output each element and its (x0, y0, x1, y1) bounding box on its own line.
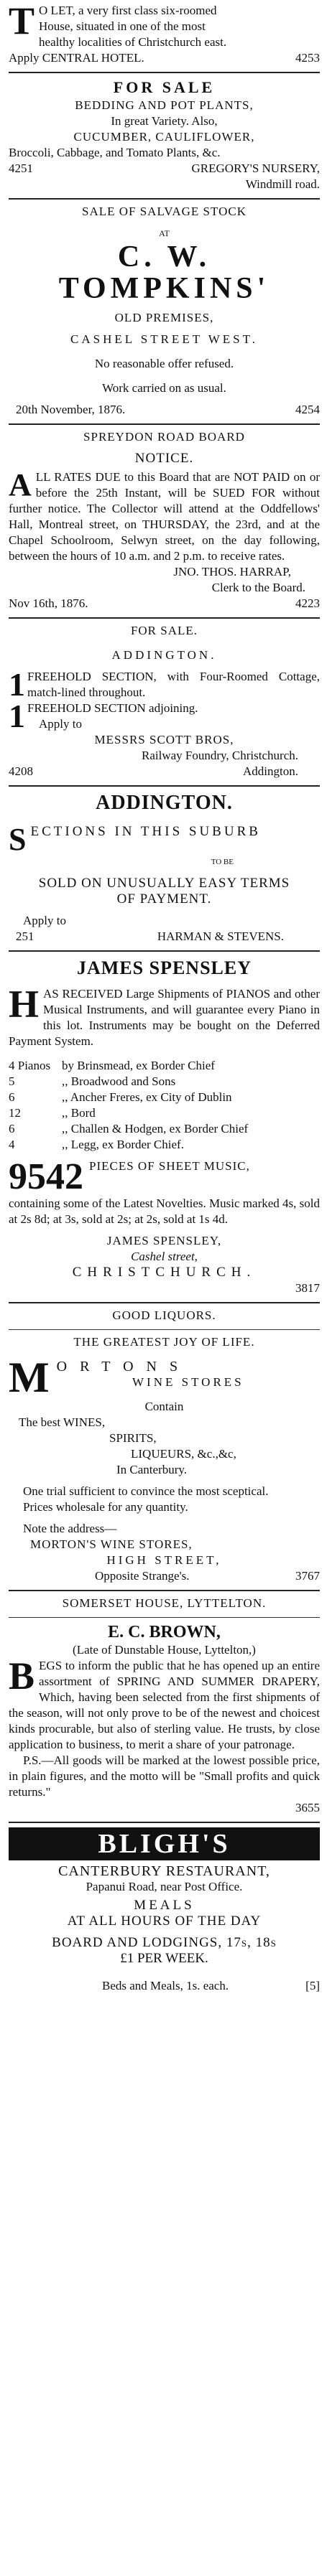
ad-to-let (9, 0, 320, 66)
drop-cap: S (9, 822, 27, 857)
ad-text: AT ALL HOURS OF THE DAY (67, 1914, 262, 1929)
item-text: FREEHOLD SECTION, with Four-Roomed Cottage, match-lined throughout. (27, 670, 320, 699)
ad-text: Note the address— (23, 1522, 117, 1535)
ad-title: GOOD LIQUORS. (112, 1308, 216, 1322)
firm-name: HARMAN & STEVENS. (157, 929, 284, 943)
ad-title: FOR SALE (113, 78, 216, 96)
divider (9, 1822, 320, 1823)
ad-title: FOR SALE. (130, 624, 198, 637)
ad-text: SOLD ON UNUSUALLY EASY TERMS (38, 876, 290, 891)
divider (9, 950, 320, 952)
ad-name: E. C. BROWN, (108, 1623, 221, 1641)
ad-text: Beds and Meals, 1s. each. (102, 1979, 229, 1992)
place: Addington. (243, 764, 298, 778)
item-text: FREEHOLD SECTION adjoining. (27, 701, 198, 715)
ad-number: 4223 (295, 596, 320, 610)
ad-for-sale-addington (9, 623, 320, 779)
ad-text: No reasonable offer refused. (94, 357, 234, 370)
firm-name: MESSRS SCOTT BROS, (94, 733, 234, 746)
apply-text: Apply to (23, 914, 66, 927)
list-item: 12 ,, Bord (9, 1106, 96, 1120)
ad-text: One trial sufficient to convince the most sceptical. (23, 1484, 269, 1498)
ad-plants (9, 78, 320, 192)
list-item: 6 ,, Ancher Freres, ex City of Dublin (9, 1090, 232, 1104)
ad-number: 4251 (9, 161, 33, 175)
clerk: Clerk to the Board. (211, 581, 305, 594)
ad-text: In Canterbury. (116, 1463, 188, 1476)
list-item: 6 ,, Challen & Hodgen, ex Border Chief (9, 1122, 249, 1135)
ad-text: In great Variety. Also, (111, 114, 218, 128)
ad-body: AS RECEIVED Large Shipments of PIANOS and other Musical Instruments, and will guarantee every Piano in this lot. Instruments may be bought on the Deferred Payment System. (9, 987, 320, 1048)
ad-blighs (9, 1827, 320, 1994)
ad-number: 4208 (9, 764, 33, 778)
ad-subtitle: CUCUMBER, CAULIFLOWER, (73, 130, 255, 144)
ad-title: SOMERSET HOUSE, LYTTELTON. (62, 1596, 267, 1610)
ad-mortons (9, 1308, 320, 1584)
ad-subtitle: THE GREATEST JOY OF LIFE. (73, 1335, 255, 1349)
ad-notice: NOTICE. (134, 451, 194, 466)
city: CHRISTCHURCH. (72, 1265, 257, 1280)
ad-number: 251 (16, 929, 34, 943)
ad-text: Opposite Strange's. (95, 1569, 190, 1583)
ad-number: 4254 (295, 403, 320, 416)
ad-salvage (9, 204, 320, 418)
ad-text: SPIRITS, (109, 1431, 157, 1445)
ad-number: 4253 (295, 51, 320, 65)
nursery-name: GREGORY'S NURSERY, (191, 161, 320, 175)
ad-line: House, situated in one of the most (39, 19, 206, 33)
ad-ps: P.S.—All goods will be marked at the lowest possible price, in plain figures, and the motto will be "Small profits and quick returns." (9, 1753, 320, 1799)
foundry: Railway Foundry, Christchurch. (142, 749, 298, 762)
ad-tobe: TO BE (211, 858, 234, 866)
ad-number: 3655 (295, 1801, 320, 1814)
drop-cap: A (9, 467, 32, 502)
divider (9, 1617, 320, 1618)
apply-text: Apply to (39, 717, 82, 731)
ad-text: Broccoli, Cabbage, and Tomato Plants, &c. (9, 146, 221, 159)
ad-subtitle: BEDDING AND POT PLANTS, (75, 98, 254, 112)
ad-title-banner: BLIGH'S (9, 1827, 320, 1860)
ad-text: MEALS (134, 1898, 195, 1913)
ad-text: Work carried on as usual. (102, 381, 226, 395)
ad-text: Contain (144, 1400, 184, 1413)
signer: JAMES SPENSLEY, (106, 1234, 222, 1247)
divider (9, 1329, 320, 1330)
ad-number: 3767 (295, 1569, 320, 1583)
divider (9, 617, 320, 619)
piano-list (9, 1058, 320, 1153)
ad-subtitle: ADDINGTON. (111, 648, 217, 662)
ad-addington-sections (9, 791, 320, 945)
stores: WINE STORES (132, 1375, 244, 1389)
ad-text: Prices wholesale for any quantity. (23, 1500, 188, 1514)
list-item: 5 ,, Broadwood and Sons (9, 1074, 176, 1088)
ad-text: Papanui Road, near Post Office. (86, 1880, 243, 1893)
ad-body: EGS to inform the public that he has opened up an entire assortment of SPRING AND SUMMER DRAPERY, Which, having been selected from the first shipments of the season, will not only prove to be of the newest and choicest kinds procurable, but also of sterling value. He trusts, by close application to business, to merit a share of your patronage. (9, 1659, 320, 1751)
ad-somerset-house (9, 1596, 320, 1816)
ad-title: SALE OF SALVAGE STOCK (82, 205, 247, 218)
drop-cap: T (9, 0, 35, 42)
nursery-road: Windmill road. (245, 177, 320, 191)
ad-text: OLD PREMISES, (114, 311, 214, 324)
drop-cap: H (9, 983, 40, 1026)
ad-text: OF PAYMENT. (116, 891, 212, 907)
ad-text: CASHEL STREET WEST. (70, 332, 258, 346)
ad-spensley (9, 956, 320, 1296)
music-number: 9542 (9, 1156, 83, 1197)
ad-number: [5] (305, 1979, 320, 1992)
item-number: 1 (9, 698, 25, 734)
ad-name: C. W. TOMPKINS' (58, 240, 270, 305)
ad-body: LL RATES DUE to this Board that are NOT PAID on or before the 25th Instant, will be SUED FOR without further notice. The Collector will attend at the Oddfellows' Hall, Montreal street, on THURSDAY, the 23rd, and at the Chapel Schoolroom, Selwyn street, on the day following, between the hours of 10 a.m. and 2 p.m. to receive rates. (9, 470, 320, 563)
ad-title: JAMES SPENSLEY (77, 957, 252, 978)
divider (9, 198, 320, 200)
drop-cap: M (9, 1354, 50, 1401)
ad-text: £1 PER WEEK. (120, 1951, 208, 1966)
ad-title: ADDINGTON. (96, 792, 233, 814)
ad-text: ECTIONS IN THIS SUBURB (30, 824, 261, 839)
divider (9, 1302, 320, 1303)
music-body: containing some of the Latest Novelties. Music marked 4s, sold at 2s 8d; at 3s, sold at 2s; at 2s, sold at 1s 4d. (9, 1196, 320, 1226)
music-head: PIECES OF SHEET MUSIC, (89, 1159, 250, 1173)
ad-name: ORTONS (56, 1359, 191, 1374)
ad-at: AT (159, 228, 170, 238)
apply-text: Apply CENTRAL HOTEL. (9, 51, 144, 65)
ad-line: O LET, a very first class six-roomed (39, 4, 217, 17)
item-number: 1 (9, 666, 25, 703)
ad-date: 20th November, 1876. (16, 403, 126, 416)
ad-title: SPREYDON ROAD BOARD (83, 430, 245, 444)
divider (9, 72, 320, 73)
divider (9, 1590, 320, 1591)
address: MORTON'S WINE STORES, (30, 1537, 193, 1551)
ad-text: The best WINES, (19, 1415, 106, 1429)
ad-spreydon (9, 429, 320, 612)
divider (9, 785, 320, 787)
list-item: 4 Pianos by Brinsmead, ex Border Chief (9, 1059, 215, 1072)
ad-subtitle: CANTERBURY RESTAURANT, (58, 1863, 270, 1879)
ad-number: 3817 (295, 1281, 320, 1295)
ad-date: Nov 16th, 1876. (9, 596, 88, 610)
ad-text: LIQUEURS, &c.,&c, (131, 1447, 236, 1461)
signer: JNO. THOS. HARRAP, (173, 565, 291, 579)
divider (9, 423, 320, 425)
ad-line: healthy localities of Christchurch east. (39, 35, 227, 49)
drop-cap: B (9, 1654, 35, 1697)
ad-text: BOARD AND LODGINGS, 17s, 18s (52, 1935, 277, 1950)
street: Cashel street, (131, 1250, 198, 1263)
ad-text: (Late of Dunstable House, Lyttelton,) (73, 1643, 256, 1657)
list-item: 4 ,, Legg, ex Border Chief. (9, 1138, 184, 1151)
address: HIGH STREET, (106, 1553, 222, 1567)
